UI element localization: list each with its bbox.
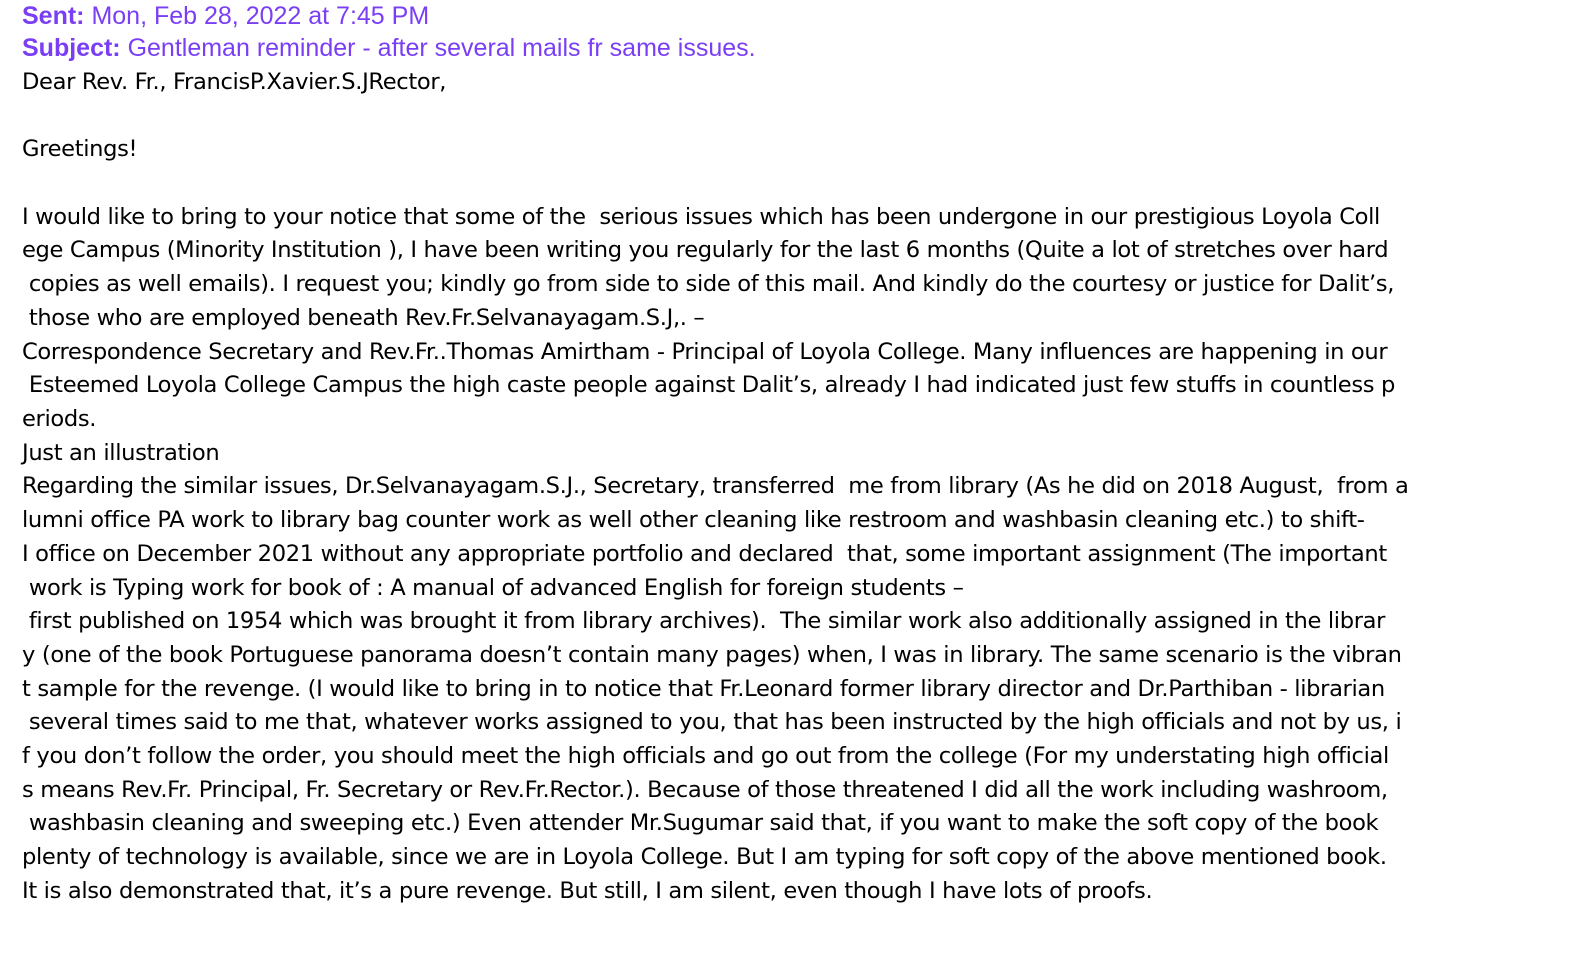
body-line: those who are employed beneath Rev.Fr.Selvanayagam.S.J,. –: [22, 304, 705, 331]
body-line: It is also demonstrated that, it’s a pure revenge. But still, I am silent, even though I have lots of proofs.: [22, 877, 1153, 904]
subject-label: Subject:: [22, 34, 121, 62]
subject-value: Gentleman reminder - after several mails fr same issues.: [127, 34, 756, 62]
subject-line: [22, 32, 1562, 64]
body-line: Correspondence Secretary and Rev.Fr..Thomas Amirtham - Principal of Loyola College. Many influences are happening in our: [22, 338, 1388, 365]
body-line: Just an illustration: [22, 439, 220, 466]
body-line: first published on 1954 which was brought it from library archives). The similar work also additionally assigned in the librar: [22, 608, 1386, 635]
body-line: lumni office PA work to library bag counter work as well other cleaning like restroom and washbasin cleaning etc.) to shift-: [22, 507, 1365, 534]
body-line: work is Typing work for book of : A manual of advanced English for foreign students –: [22, 574, 964, 601]
body-line: I office on December 2021 without any appropriate portfolio and declared that, some important assignment (The important: [22, 540, 1387, 567]
body-line: copies as well emails). I request you; kindly go from side to side of this mail. And kindly do the courtesy or justice for Dalit’s,: [22, 271, 1395, 298]
blank-line: [22, 100, 1562, 134]
email-body-paragraph: [22, 201, 1562, 909]
body-line: Esteemed Loyola College Campus the high caste people against Dalit’s, already I had indicated just few stuffs in countless p: [22, 372, 1396, 399]
body-line: f you don’t follow the order, you should meet the high officials and go out from the college (For my understating high official: [22, 743, 1389, 770]
blank-line: [22, 167, 1562, 201]
body-line: y (one of the book Portuguese panorama doesn’t contain many pages) when, I was in library. The same scenario is the vibran: [22, 641, 1402, 668]
body-line: t sample for the revenge. (I would like to bring in to notice that Fr.Leonard former library director and Dr.Parthiban - librarian: [22, 675, 1385, 702]
body-line: plenty of technology is available, since we are in Loyola College. But I am typing for soft copy of the above mentioned book.: [22, 844, 1387, 871]
body-line: eriods.: [22, 406, 97, 432]
sent-line: [22, 0, 1562, 32]
body-line: I would like to bring to your notice that some of the serious issues which has been undergone in our prestigious Loyola Coll: [22, 203, 1380, 230]
body-line: s means Rev.Fr. Principal, Fr. Secretary or Rev.Fr.Rector.). Because of those threatened I did all the work including washroom,: [22, 776, 1388, 803]
sent-value: Mon, Feb 28, 2022 at 7:45 PM: [91, 2, 430, 30]
email-message: [22, 0, 1562, 909]
salutation: Dear Rev. Fr., FrancisP.Xavier.S.JRector,: [22, 69, 447, 95]
body-line: ege Campus (Minority Institution ), I have been writing you regularly for the last 6 months (Quite a lot of stretches over hard: [22, 237, 1389, 264]
sent-label: Sent:: [22, 2, 85, 30]
body-line: Regarding the similar issues, Dr.Selvanayagam.S.J., Secretary, transferred me from library (As he did on 2018 August, from a: [22, 473, 1409, 500]
greeting: Greetings!: [22, 136, 138, 163]
body-line: washbasin cleaning and sweeping etc.) Even attender Mr.Sugumar said that, if you want to make the soft copy of the book: [22, 810, 1379, 837]
body-line: several times said to me that, whatever works assigned to you, that has been instructed by the high officials and not by us, i: [22, 709, 1402, 736]
